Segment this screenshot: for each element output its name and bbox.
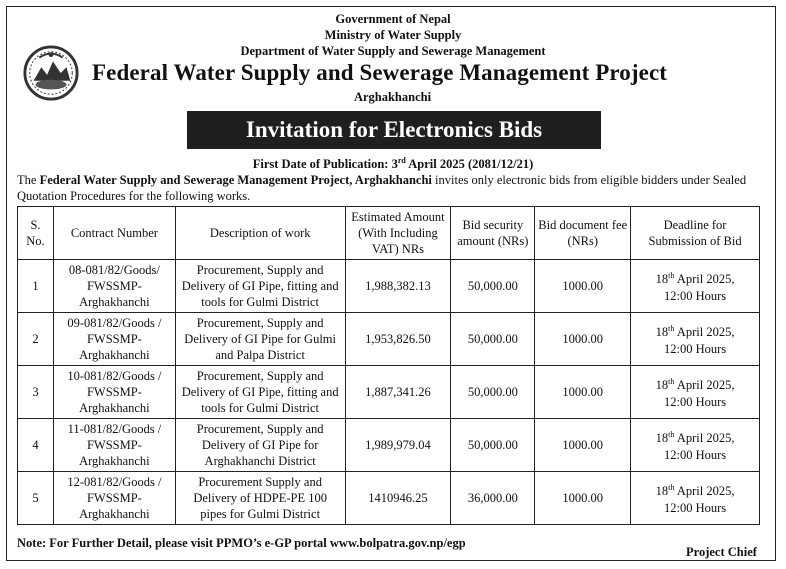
publication-day-suffix: rd [397,156,406,165]
deadline-suffix: th [668,483,675,493]
publication-day: 3 [391,157,398,172]
cell-security: 50,000.00 [451,260,535,313]
deadline-date: April 2025, [676,484,735,499]
cell-contract: 10-081/82/Goods / FWSSMP- Arghakhanchi [53,366,175,419]
intro-prefix: The [17,173,40,187]
cell-amount: 1,887,341.26 [345,366,451,419]
header-project-title: Federal Water Supply and Sewerage Management Project [92,60,668,85]
header-bid-security: Bid security amount (NRs) [451,207,535,260]
cell-fee: 1000.00 [535,419,631,472]
cell-deadline [631,366,760,419]
table-row [18,472,760,525]
header-bid-fee: Bid document fee (NRs) [535,207,631,260]
deadline-suffix: th [668,430,675,440]
cell-contract: 11-081/82/Goods / FWSSMP- Arghakhanchi [53,419,175,472]
deadline-time: 12:00 Hours [664,341,727,356]
footer-note: Note: For Further Detail, please visit PPMO’s e-GP portal www.bolpatra.gov.np/egp [17,536,466,550]
deadline-time: 12:00 Hours [664,288,727,303]
table-row [18,366,760,419]
deadline-suffix: th [668,324,675,334]
table-header-row [18,207,760,260]
deadline-date: April 2025, [676,431,735,446]
cell-security: 50,000.00 [451,419,535,472]
header-ministry: Ministry of Water Supply [324,28,462,42]
cell-description: Procurement Supply and Delivery of HDPE-PE 100 pipes for Gulmi District [175,472,345,525]
header-contract-number: Contract Number [53,207,175,260]
publication-label: First Date of Publication: [252,157,389,172]
cell-sn: 1 [18,260,54,313]
deadline-date: April 2025, [676,272,735,287]
cell-amount: 1410946.25 [345,472,451,525]
cell-deadline [631,313,760,366]
cell-description: Procurement, Supply and Delivery of GI Pipe for Gulmi and Palpa District [175,313,345,366]
header-sn: S. No. [18,207,54,260]
cell-fee: 1000.00 [535,313,631,366]
header-department: Department of Water Supply and Sewerage Management [240,44,546,58]
deadline-day: 18 [655,378,669,393]
deadline-suffix: th [668,377,675,387]
cell-deadline [631,419,760,472]
deadline-day: 18 [655,272,669,287]
cell-fee: 1000.00 [535,260,631,313]
cell-security: 50,000.00 [451,313,535,366]
header-government: Government of Nepal [335,12,451,26]
cell-sn: 4 [18,419,54,472]
cell-description: Procurement, Supply and Delivery of GI Pipe, fitting and tools for Gulmi District [175,260,345,313]
cell-fee: 1000.00 [535,366,631,419]
publication-rest: April 2025 (2081/12/21) [408,157,534,172]
deadline-day: 18 [655,431,669,446]
table-row [18,419,760,472]
deadline-suffix: th [668,271,675,281]
table-row [18,313,760,366]
cell-contract: 08-081/82/Goods/ FWSSMP- Arghakhanchi [53,260,175,313]
cell-amount: 1,988,382.13 [345,260,451,313]
cell-description: Procurement, Supply and Delivery of GI Pipe for Arghakhanchi District [175,419,345,472]
cell-contract: 12-081/82/Goods / FWSSMP- Arghakhanchi [53,472,175,525]
deadline-time: 12:00 Hours [664,500,727,515]
cell-contract: 09-081/82/Goods / FWSSMP- Arghakhanchi [53,313,175,366]
cell-description: Procurement, Supply and Delivery of GI Pipe, fitting and tools for Gulmi District [175,366,345,419]
publication-date [0,156,786,172]
header-deadline: Deadline for Submission of Bid [631,207,760,260]
header-location: Arghakhanchi [353,90,432,104]
deadline-day: 18 [655,325,669,340]
cell-sn: 5 [18,472,54,525]
cell-deadline [631,472,760,525]
deadline-time: 12:00 Hours [664,447,727,462]
cell-fee: 1000.00 [535,472,631,525]
works-table [17,206,760,525]
deadline-date: April 2025, [676,378,735,393]
cell-sn: 2 [18,313,54,366]
header-description: Description of work [175,207,345,260]
deadline-time: 12:00 Hours [664,394,727,409]
cell-amount: 1,953,826.50 [345,313,451,366]
table-row [18,260,760,313]
deadline-day: 18 [655,484,669,499]
cell-security: 50,000.00 [451,366,535,419]
cell-amount: 1,989,979.04 [345,419,451,472]
cell-sn: 3 [18,366,54,419]
intro-suffix: invites only electronic bids from eligible bidders under Sealed Quotation Procedures for the following works. [17,173,747,203]
cell-deadline [631,260,760,313]
intro-paragraph [17,172,769,204]
intro-project-name: Federal Water Supply and Sewerage Management Project, Arghakhanchi [39,173,432,187]
signature-title: Project Chief [686,545,757,559]
header-estimated-amount: Estimated Amount (With Including VAT) NRs [345,207,451,260]
deadline-date: April 2025, [676,325,735,340]
cell-security: 36,000.00 [451,472,535,525]
invitation-banner: Invitation for Electronics Bids [187,111,601,149]
